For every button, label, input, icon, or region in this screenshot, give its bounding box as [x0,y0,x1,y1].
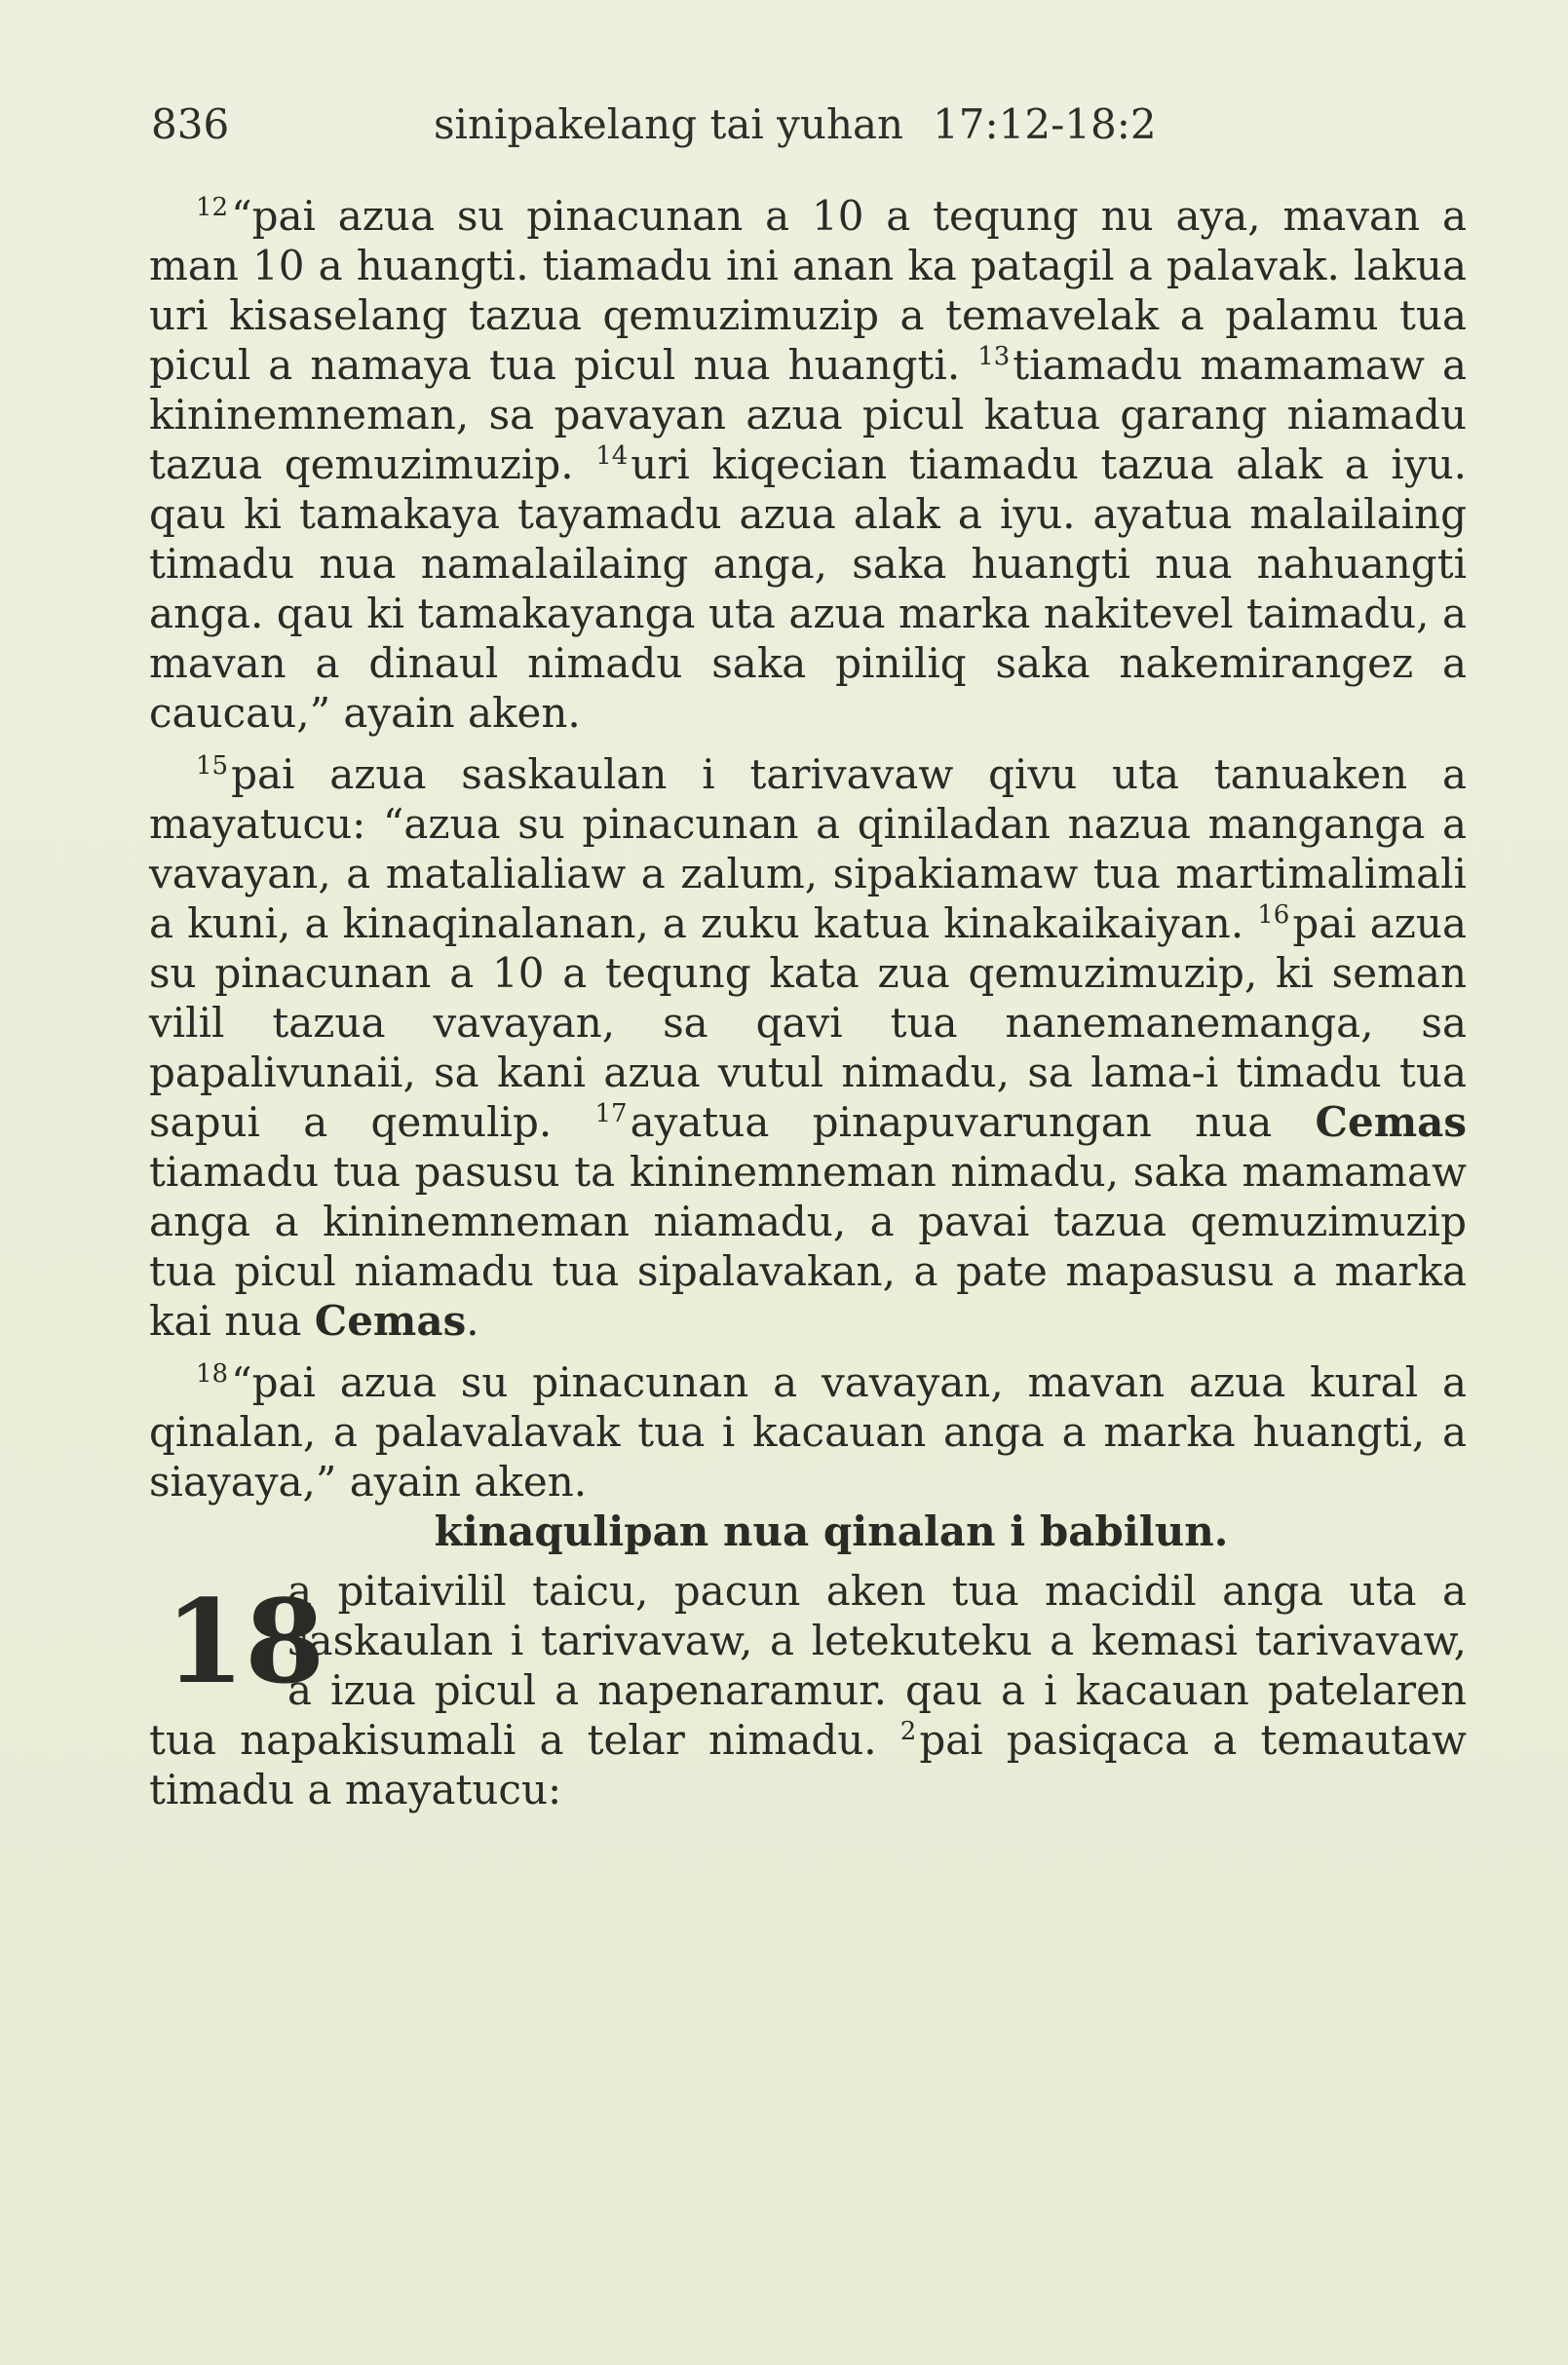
verse-text: uri kiqecian tiamadu tazua alak a iyu. qau ki tamakaya tayamadu azua alak a iyu. ayatua malailaing timadu nua namalailaing anga, saka huangti nua nahuangti anga. qau ki tamakayanga uta azua marka nakitevel taimadu, a mavan a dinaul nimadu saka piniliq saka nakemirangez a caucau,” ayain aken. [149,440,1467,737]
verse-text: tiamadu tua pasusu ta kininemneman nimadu, saka mamamaw anga a kininemneman niamadu, a pavai tazua qemuzimuzip tua picul niamadu tua sipalavakan, a pate mapasusu a marka kai nua [149,1148,1467,1345]
page-header [151,95,1447,154]
verse-text: tiamadu mamamaw a kininemneman, sa pavayan azua picul katua garang niamadu tazua qemuzimuzip. [149,341,1467,488]
verse-number: 18 [196,1359,229,1389]
paragraph [149,749,1467,1346]
verse-text: “pai azua su pinacunan a 10 a tequng nu aya, mavan a man 10 a huangti. tiamadu ini anan ka patagil a palavak. lakua uri kisaselang tazua qemuzimuzip a temavelak a palamu tua picul a namaya tua picul nua huangti. [149,192,1467,389]
running-title [434,95,1157,154]
verse-number: 17 [594,1099,628,1128]
paragraph [149,1566,1467,1814]
verse-text: a pitaivilil taicu, pacun aken tua macidil anga uta a saskaulan i tarivavaw, a letekuteku a kemasi tarivavaw, a izua picul a napenaramur. qau a i kacauan patelaren tua napakisumali a telar nimadu. [149,1567,1467,1764]
verse-number: 16 [1257,900,1290,930]
verse-number: 12 [196,193,229,222]
chapter-verse-range: 17:12-18:2 [933,100,1157,148]
verse-number: 15 [196,751,229,781]
verse-end: . [466,1297,479,1345]
verse-number: 14 [595,441,629,471]
paragraph [149,1357,1467,1507]
verse-text: pai azua su pinacunan a 10 a tequng kata zua qemuzimuzip, ki seman vilil tazua vavayan, sa qavi tua nanemanemanga, sa papalivunaii, sa kani azua vutul nimadu, sa lama-i timadu tua sapui a qemulip. [149,899,1467,1146]
proper-name: Cemas [1315,1098,1467,1146]
chapter-number: 18 [165,1574,325,1709]
section-heading: kinaqulipan nua qinalan i babilun. [434,1507,1229,1555]
proper-name: Cemas [314,1297,467,1345]
book-title: sinipakelang tai yuhan [434,100,904,148]
chapter-18-block [149,1566,1467,1814]
page-number: 836 [151,100,230,148]
verse-number: 13 [977,342,1011,371]
verse-text: “pai azua su pinacunan a vavayan, mavan azua kural a qinalan, a palavalavak tua i kacauan anga a marka huangti, a siayaya,” ayain aken. [149,1358,1467,1506]
verse-text: ayatua pinapuvarungan nua [630,1098,1273,1146]
paragraph [149,191,1467,738]
verse-number: 2 [899,1717,917,1746]
verse-text: pai pasiqaca a temautaw timadu a mayatucu: [149,1716,1467,1813]
body-text [149,191,1467,1814]
verse-text: pai azua saskaulan i tarivavaw qivu uta tanuaken a mayatucu: “azua su pinacunan a qiniladan nazua manganga a vavayan, a matalialiaw a zalum, sipakiamaw tua martimalimali a kuni, a kinaqinalanan, a zuku katua kinakaikaiyan. [149,750,1467,947]
